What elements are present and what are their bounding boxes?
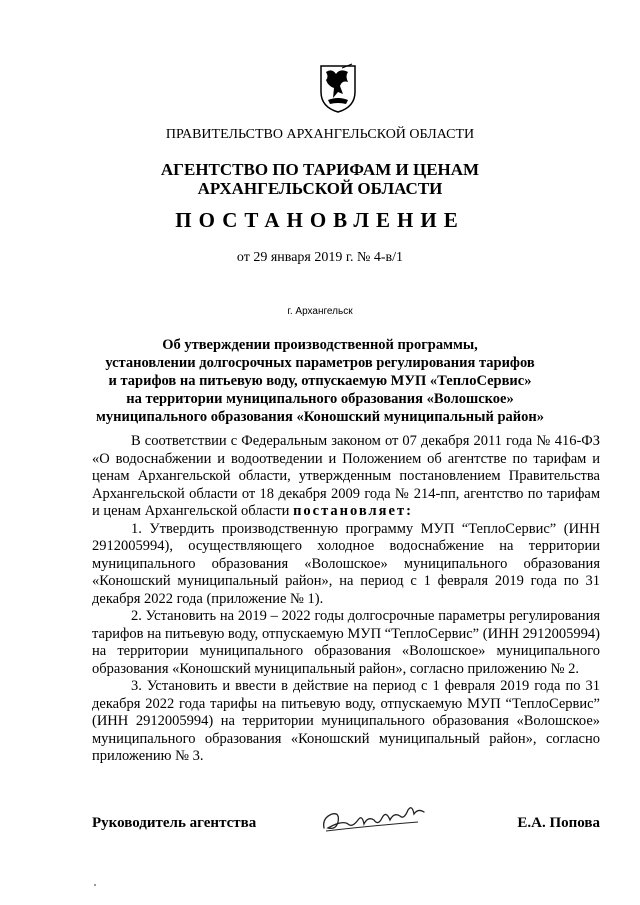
subject-line: и тарифов на питьевую воду, отпускаемую МУП «ТеплоСервис» xyxy=(108,373,532,389)
preamble-paragraph xyxy=(92,433,600,521)
item-1: 1. Утвердить производственную программу МУП “ТеплоСервис” (ИНН 2912005994), осуществляющего холодное водоснабжение на территории муниципального образования «Волошское» муниципального образования «Коношский муниципальный район», на период с 1 февраля 2019 года по 31 декабря 2022 года (приложение № 1). xyxy=(92,520,600,607)
document-subject xyxy=(0,336,640,426)
date-and-number: от 29 января 2019 г. № 4-в/1 xyxy=(236,250,404,265)
signature-icon xyxy=(318,798,438,838)
item-2: 2. Установить на 2019 – 2022 годы долгосрочные параметры регулирования тарифов на питьевую воду, отпускаемую МУП “ТеплоСервис” (ИНН 2912005994) на территории муниципального образования «Волошское» муниципального образования «Коношский муниципальный район», согласно приложению № 2. xyxy=(92,608,600,677)
preamble-text: В соответствии с Федеральным законом от 07 декабря 2011 года № 416-ФЗ «О водоснабжении и водоотведении и Положением об агентстве по тарифам и ценам Архангельской области, утвержденным постановлением Правительства Архангельской области от 18 декабря 2009 года № 214-пп, агентство по тарифам и ценам Архангельской области xyxy=(92,433,600,519)
document-type: ПОСТАНОВЛЕНИЕ xyxy=(175,208,465,232)
agency-name xyxy=(0,160,640,198)
signature-block xyxy=(92,815,600,839)
decrees-word: постановляет: xyxy=(293,503,413,519)
city: г. Архангельск xyxy=(287,306,353,317)
subject-line: установлении долгосрочных параметров регулирования тарифов xyxy=(105,355,535,371)
subject-line: Об утверждении производственной программы, xyxy=(162,337,478,353)
document-body xyxy=(92,433,600,766)
subject-line: муниципального образования «Коношский муниципальный район» xyxy=(95,409,544,425)
signer-name: Е.А. Попова xyxy=(517,815,600,831)
item-3: 3. Установить и ввести в действие на период с 1 февраля 2019 года по 31 декабря 2022 года тарифы на питьевую воду, отпускаемую МУП “ТеплоСервис” (ИНН 2912005994) на территории муниципального образования «Волошское» муниципального образования «Коношский муниципальный район», согласно приложению № 3. xyxy=(92,678,600,764)
agency-name-line2: АРХАНГЕЛЬСКОЙ ОБЛАСТИ xyxy=(197,179,443,198)
subject-line: на территории муниципального образования «Волошское» xyxy=(126,391,514,407)
coat-of-arms-icon xyxy=(318,62,358,114)
scan-artifact xyxy=(94,884,96,886)
government-name: ПРАВИТЕЛЬСТВО АРХАНГЕЛЬСКОЙ ОБЛАСТИ xyxy=(165,127,475,142)
agency-name-line1: АГЕНТСТВО ПО ТАРИФАМ И ЦЕНАМ xyxy=(160,160,480,179)
signer-title: Руководитель агентства xyxy=(92,815,257,831)
